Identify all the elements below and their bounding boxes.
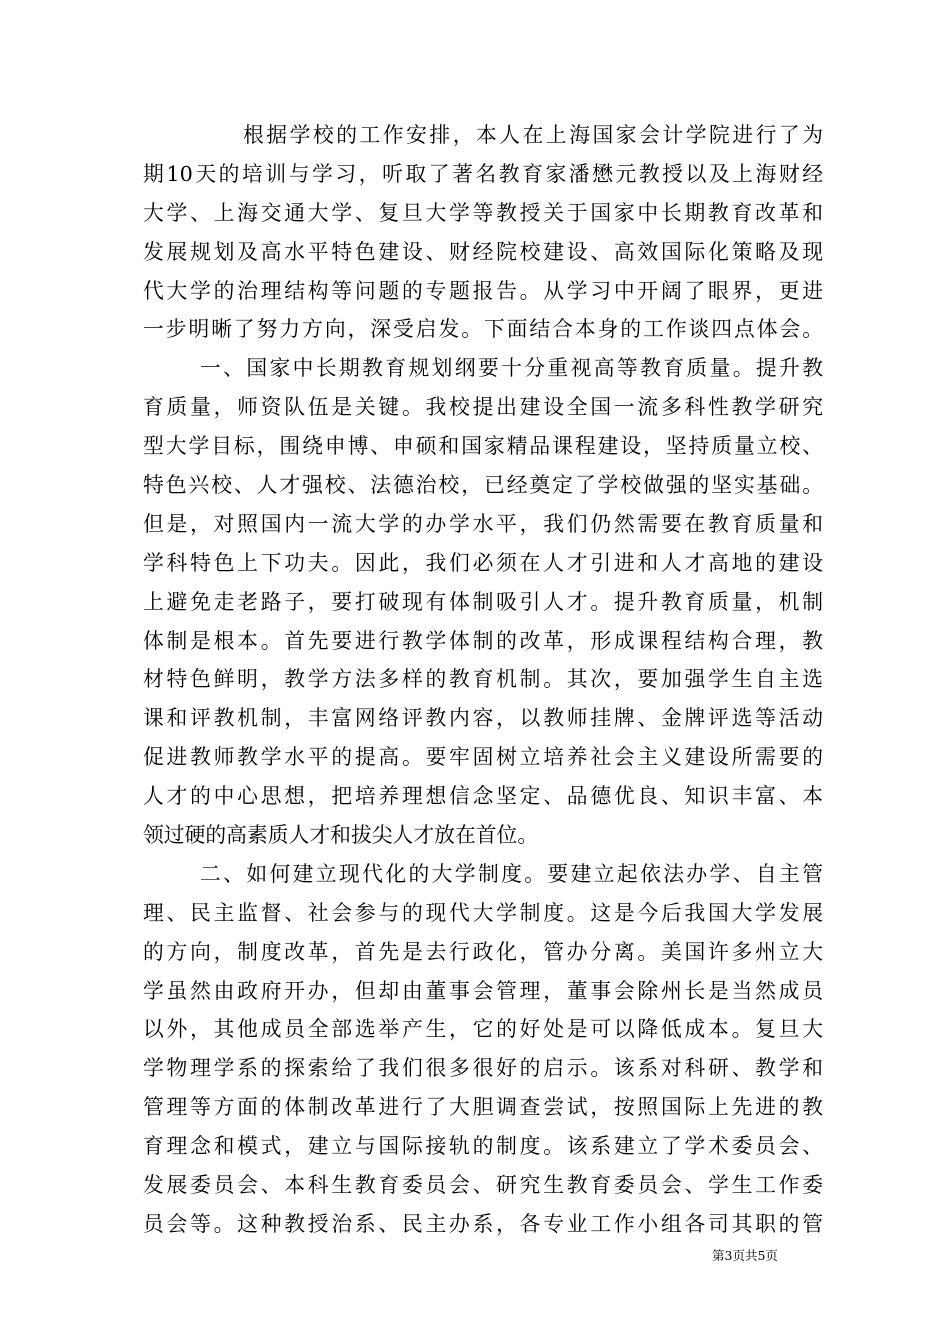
text-line: 人才的中心思想，把培养理想信念坚定、品德优良、知识丰富、本 xyxy=(143,784,823,809)
text-line: 育理念和模式，建立与国际接轨的制度。该系建立了学术委员会、 xyxy=(143,1134,823,1159)
text-line: 育质量，师资队伍是关键。我校提出建设全国一流多科性教学研究 xyxy=(143,395,823,420)
text-line: 学虽然由政府开办，但却由董事会管理，董事会除州长是当然成员 xyxy=(143,978,823,1003)
text-line: 材特色鲜明，教学方法多样的教育机制。其次，要加强学生自主选 xyxy=(143,667,823,692)
text-line: 领过硬的高素质人才和拔尖人才放在首位。 xyxy=(143,823,539,848)
text-line: 的方向，制度改革，首先是去行政化，管办分离。美国许多州立大 xyxy=(143,939,823,964)
text-line: 促进教师教学水平的提高。要牢固树立培养社会主义建设所需要的 xyxy=(143,745,823,770)
text-line: 上避免走老路子，要打破现有体制吸引人才。提升教育质量，机制 xyxy=(143,589,823,614)
text-line: 发展委员会、本科生教育委员会、研究生教育委员会、学生工作委 xyxy=(143,1173,823,1198)
text-line: 期10天的培训与学习，听取了著名教育家潘懋元教授以及上海财经 xyxy=(143,161,823,186)
text-line: 以外，其他成员全部选举产生，它的好处是可以降低成本。复旦大 xyxy=(143,1017,823,1042)
text-line: 课和评教机制，丰富网络评教内容，以教师挂牌、金牌评选等活动 xyxy=(143,706,823,731)
text-line: 根据学校的工作安排，本人在上海国家会计学院进行了为 xyxy=(243,123,823,147)
text-line: 但是，对照国内一流大学的办学水平，我们仍然需要在教育质量和 xyxy=(143,511,823,536)
text-line: 一步明晰了努力方向，深受启发。下面结合本身的工作谈四点体会。 xyxy=(143,317,823,342)
text-line: 体制是根本。首先要进行教学体制的改革，形成课程结构合理，教 xyxy=(143,628,823,653)
text-line: 型大学目标，围绕申博、申硕和国家精品课程建设，坚持质量立校、 xyxy=(143,434,823,459)
text-line: 管理等方面的体制改革进行了大胆调查尝试，按照国际上先进的教 xyxy=(143,1095,823,1120)
text-line: 发展规划及高水平特色建设、财经院校建设、高效国际化策略及现 xyxy=(143,239,823,264)
text-line: 大学、上海交通大学、复旦大学等教授关于国家中长期教育改革和 xyxy=(143,200,823,225)
text-line: 一、国家中长期教育规划纲要十分重视高等教育质量。提升教 xyxy=(200,356,823,381)
text-line: 学物理学系的探索给了我们很多很好的启示。该系对科研、教学和 xyxy=(143,1056,823,1081)
text-line: 员会等。这种教授治系、民主办系，各专业工作小组各司其职的管 xyxy=(143,1211,823,1236)
text-line: 理、民主监督、社会参与的现代大学制度。这是今后我国大学发展 xyxy=(143,900,823,925)
text-line: 特色兴校、人才强校、法德治校，已经奠定了学校做强的坚实基础。 xyxy=(143,473,823,498)
text-line: 二、如何建立现代化的大学制度。要建立起依法办学、自主管 xyxy=(200,861,823,886)
text-line: 代大学的治理结构等问题的专题报告。从学习中开阔了眼界，更进 xyxy=(143,278,823,303)
page-number: 第3页共5页 xyxy=(712,1248,778,1263)
text-line: 学科特色上下功夫。因此，我们必须在人才引进和人才高地的建设 xyxy=(143,550,823,575)
document-body xyxy=(143,116,823,1244)
